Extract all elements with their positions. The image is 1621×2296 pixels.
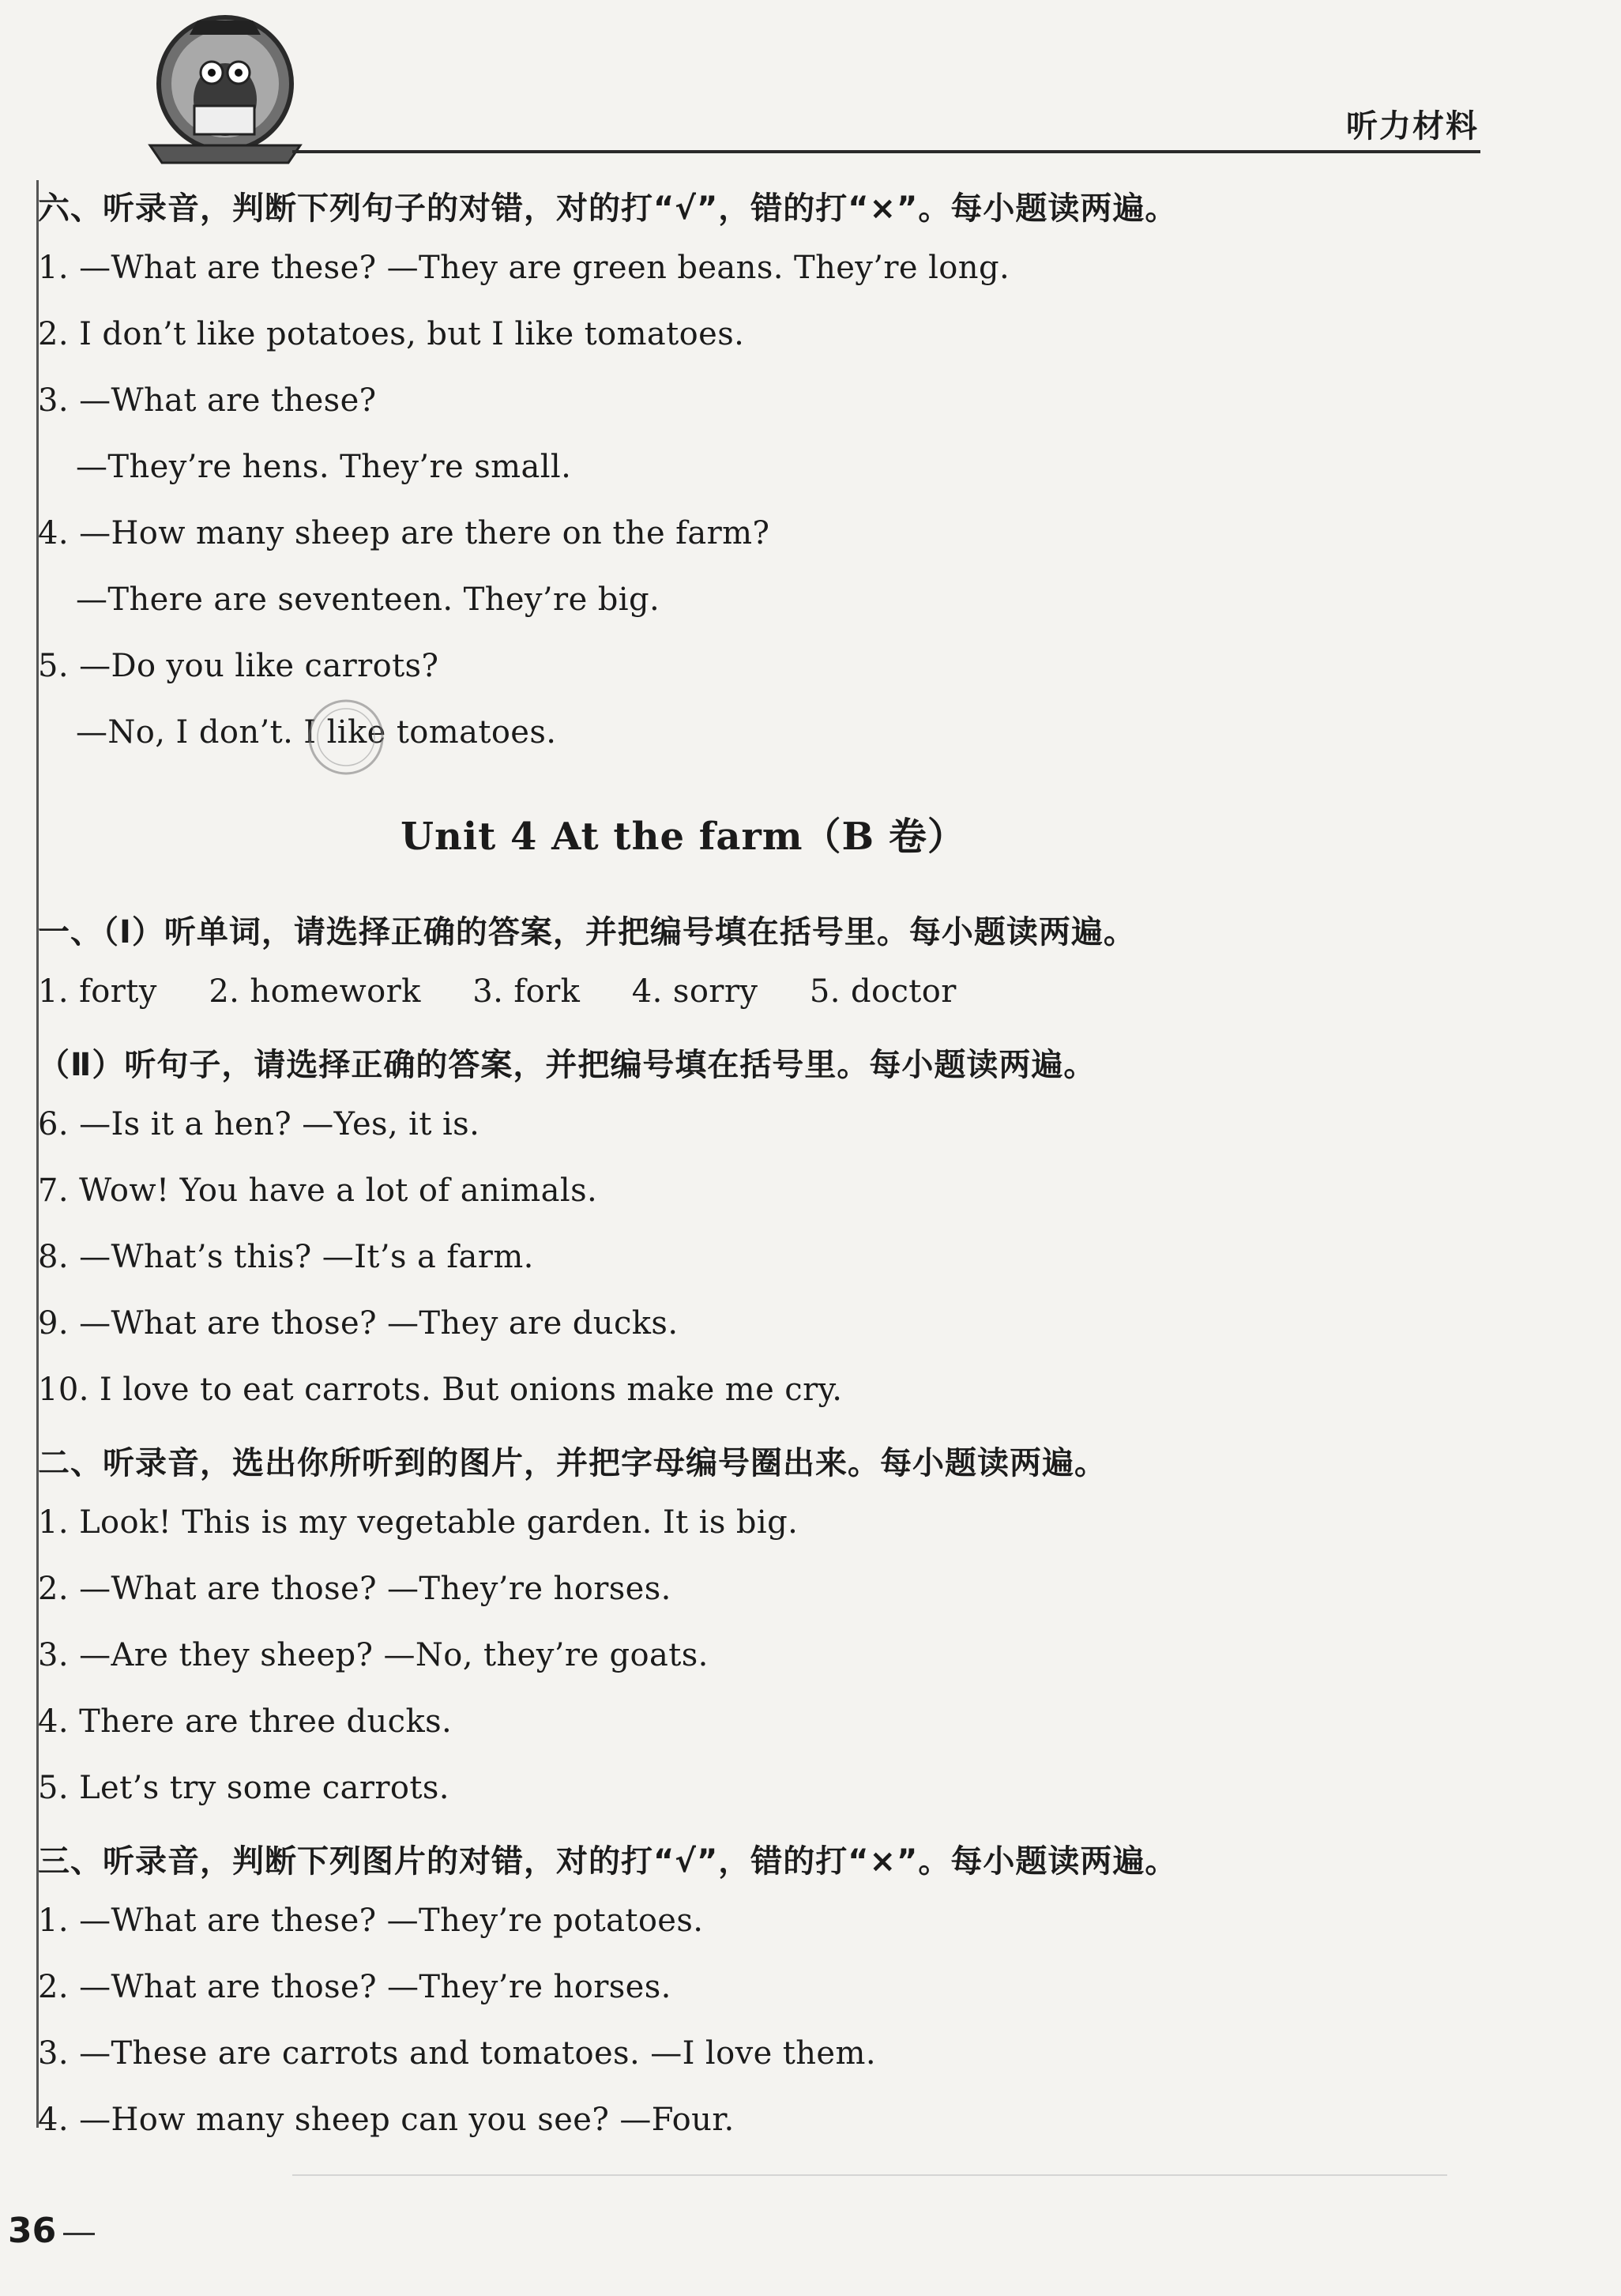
watermark-stamp — [299, 694, 393, 781]
unit-title: Unit 4 At the farm（B 卷） — [401, 815, 966, 859]
list-item: 1. —What are these? —They’re potatoes. — [38, 1903, 704, 1939]
list-item: 2. I don’t like potatoes, but I like tomatoes. — [38, 316, 745, 352]
part1-heading: 一、（Ⅰ）听单词，请选择正确的答案，并把编号填在括号里。每小题读两遍。 — [38, 914, 1136, 950]
list-item: 3. —Are they sheep? —No, they’re goats. — [38, 1637, 709, 1673]
section-label: 听力材料 — [1346, 108, 1479, 145]
section6-heading: 六、听录音，判断下列句子的对错，对的打“√”，错的打“×”。每小题读两遍。 — [38, 190, 1178, 227]
part2-heading: 二、听录音，选出你所听到的图片，并把字母编号圈出来。每小题读两遍。 — [38, 1445, 1107, 1481]
list-item: 5. —Do you like carrots? — [38, 648, 439, 684]
owl-mascot-badge — [142, 11, 308, 169]
page-number-dash — [63, 2233, 95, 2235]
part1-subheading: （Ⅱ）听句子，请选择正确的答案，并把编号填在括号里。每小题读两遍。 — [38, 1047, 1096, 1083]
list-item: 3. —These are carrots and tomatoes. —I love them. — [38, 2035, 876, 2072]
list-item: 5. Let’s try some carrots. — [38, 1770, 449, 1806]
list-item: 10. I love to eat carrots. But onions make me cry. — [38, 1372, 843, 1408]
list-item: 6. —Is it a hen? —Yes, it is. — [38, 1106, 480, 1142]
list-item: —There are seventeen. They’re big. — [76, 582, 660, 618]
list-item: —They’re hens. They’re small. — [76, 449, 572, 485]
footer-divider — [292, 2174, 1447, 2176]
list-item: 9. —What are those? —They are ducks. — [38, 1305, 679, 1342]
list-item: 4. —How many sheep can you see? —Four. — [38, 2102, 735, 2138]
list-item: 2. —What are those? —They’re horses. — [38, 1571, 671, 1607]
list-item: 8. —What’s this? —It’s a farm. — [38, 1239, 534, 1275]
word-list: 1. forty 2. homework 3. fork 4. sorry 5. doctor — [38, 973, 957, 1010]
header-divider — [292, 150, 1480, 153]
list-item: —No, I don’t. I like tomatoes. — [76, 714, 557, 751]
page-number: 36 — [8, 2211, 57, 2251]
list-item: 4. —How many sheep are there on the farm? — [38, 515, 770, 551]
list-item: 3. —What are these? — [38, 382, 377, 419]
list-item: 1. —What are these? —They are green beans. They’re long. — [38, 250, 1010, 286]
list-item: 7. Wow! You have a lot of animals. — [38, 1172, 598, 1209]
part3-heading: 三、听录音，判断下列图片的对错，对的打“√”，错的打“×”。每小题读两遍。 — [38, 1843, 1178, 1880]
list-item: 2. —What are those? —They’re horses. — [38, 1969, 671, 2005]
list-item: 1. Look! This is my vegetable garden. It is big. — [38, 1504, 799, 1541]
list-item: 4. There are three ducks. — [38, 1703, 453, 1740]
